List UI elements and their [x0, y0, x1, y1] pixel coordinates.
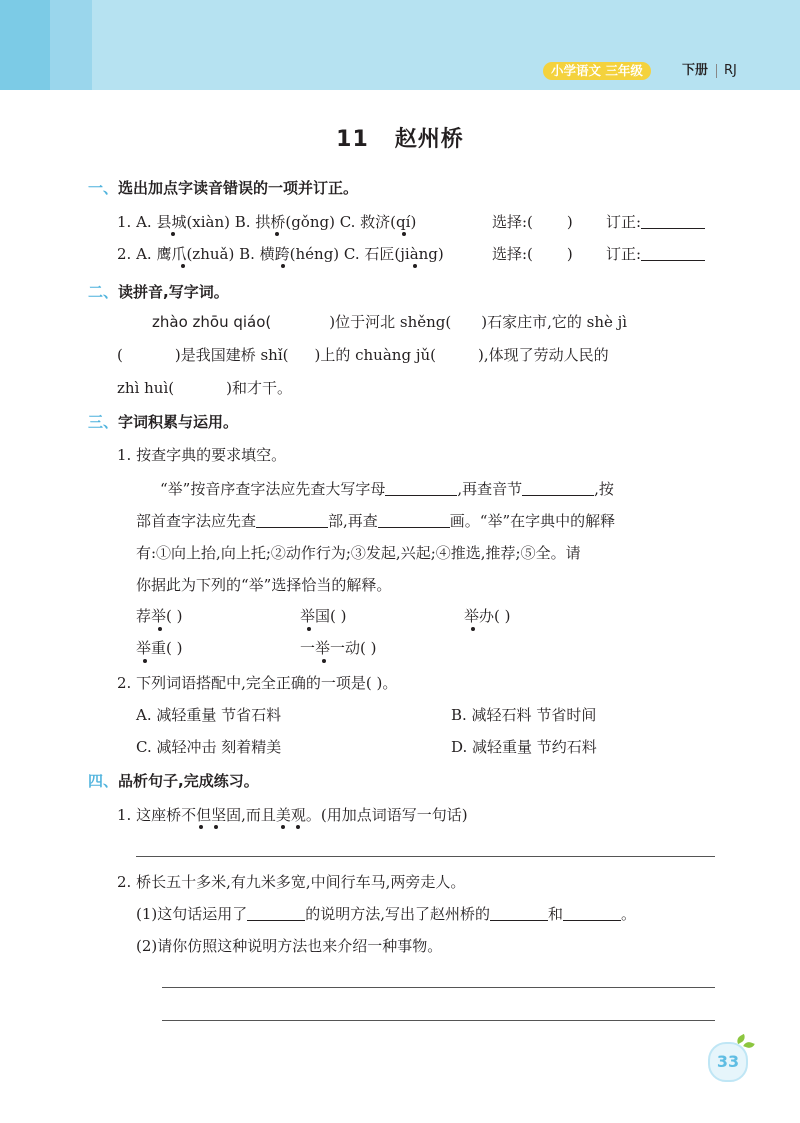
option-c[interactable]: C. 减轻冲击 刻着精美 — [136, 738, 282, 756]
header-band — [50, 0, 92, 90]
emphasis-dot — [307, 627, 311, 631]
answer-blank[interactable] — [247, 904, 305, 921]
emphasis-dot — [181, 264, 185, 268]
option-a[interactable]: A. 减轻重量 节省石料 — [136, 706, 282, 724]
word-item-2[interactable]: 举国( ) — [300, 607, 347, 625]
option-b[interactable]: B. 减轻石料 节省时间 — [451, 706, 597, 724]
emphasis-dot — [158, 627, 162, 631]
emphasis-dot — [471, 627, 475, 631]
word-item-5[interactable]: 一举一动( ) — [300, 639, 377, 657]
section-3-heading: 三、字词积累与运用。 — [88, 413, 239, 431]
paragraph-line-3: 有:①向上抬,向上托;②动作行为;③发起,兴起;④推选,推荐;⑤全。请 — [136, 544, 581, 562]
sub-question-1: (1)这句话运用了 的说明方法,写出了赵州桥的 和 。 — [136, 905, 637, 923]
answer-blank[interactable] — [385, 479, 457, 496]
header-band — [0, 0, 50, 90]
emphasis-dot — [214, 825, 218, 829]
correction-field-1[interactable]: 订正: — [606, 212, 705, 232]
emphasis-dot — [171, 232, 175, 236]
sub-question-2: (2)请你仿照这种说明方法也来介绍一种事物。 — [136, 937, 443, 955]
question-4-1: 1. 这座桥不但坚固,而且美观。(用加点词语写一句话) — [117, 806, 468, 824]
emphasis-dot — [281, 264, 285, 268]
emphasis-dot — [199, 825, 203, 829]
emphasis-dot — [296, 825, 300, 829]
question-1-2: 2. A. 鹰爪(zhuǎ) B. 横跨(héng) C. 石匠(jiàng) — [117, 245, 444, 263]
question-3-2: 2. 下列词语搭配中,完全正确的一项是( )。 — [117, 674, 398, 692]
page-number: 33 — [708, 1042, 748, 1082]
question-1-1: 1. A. 县城(xiàn) B. 拱桥(gǒng) C. 救济(qí) — [117, 213, 417, 231]
choice-blank-2[interactable]: 选择:( ) — [492, 245, 573, 263]
leaf-icon — [743, 1040, 754, 1049]
emphasis-dot — [275, 232, 279, 236]
subject-badge: 小学语文 三年级 — [543, 62, 651, 80]
question-4-2: 2. 桥长五十多米,有九米多宽,中间行车马,两旁走人。 — [117, 873, 466, 891]
answer-blank[interactable] — [256, 511, 328, 528]
pinyin-line-1: zhào zhōu qiáo( )位于河北 shěng( )石家庄市,它的 shè jì — [152, 313, 628, 331]
answer-line[interactable] — [136, 856, 715, 857]
emphasis-dot — [413, 264, 417, 268]
answer-blank[interactable] — [490, 904, 548, 921]
choice-blank-1[interactable]: 选择:( ) — [492, 213, 573, 231]
answer-blank[interactable] — [522, 479, 594, 496]
paragraph-line-2: 部首查字法应先查 部,再查 画。“举”在字典中的解释 — [136, 512, 616, 530]
section-4-heading: 四、品析句子,完成练习。 — [88, 772, 259, 790]
word-item-4[interactable]: 举重( ) — [136, 639, 183, 657]
lesson-name: 赵州桥 — [394, 127, 464, 152]
edition-label: RJ — [724, 63, 737, 78]
emphasis-dot — [322, 659, 326, 663]
answer-blank[interactable] — [563, 904, 621, 921]
page-header — [0, 0, 800, 90]
term-label: 下册 — [682, 63, 709, 78]
lesson-title — [0, 122, 800, 153]
correction-field-2[interactable]: 订正: — [606, 244, 705, 264]
word-item-3[interactable]: 举办( ) — [464, 607, 511, 625]
pinyin-line-2: ( )是我国建桥 shǐ( )上的 chuàng jǔ( ),体现了劳动人民的 — [117, 346, 609, 364]
emphasis-dot — [402, 232, 406, 236]
paragraph-line-1: “举”按音序查字法应先查大写字母 ,再查音节 ,按 — [160, 480, 614, 498]
word-item-1[interactable]: 荐举( ) — [136, 607, 183, 625]
section-1-heading: 一、选出加点字读音错误的一项并订正。 — [88, 179, 359, 197]
answer-line[interactable] — [162, 1020, 715, 1021]
answer-line[interactable] — [162, 987, 715, 988]
answer-blank[interactable] — [378, 511, 450, 528]
lesson-number: 11 — [336, 127, 369, 152]
pinyin-line-3: zhì huì( )和才干。 — [117, 379, 292, 397]
paragraph-line-4: 你据此为下列的“举”选择恰当的解释。 — [136, 576, 392, 594]
emphasis-dot — [143, 659, 147, 663]
section-2-heading: 二、读拼音,写字词。 — [88, 283, 229, 301]
header-divider — [716, 64, 717, 78]
question-3-1: 1. 按查字典的要求填空。 — [117, 446, 287, 464]
emphasis-dot — [281, 825, 285, 829]
option-d[interactable]: D. 减轻重量 节约石料 — [451, 738, 597, 756]
